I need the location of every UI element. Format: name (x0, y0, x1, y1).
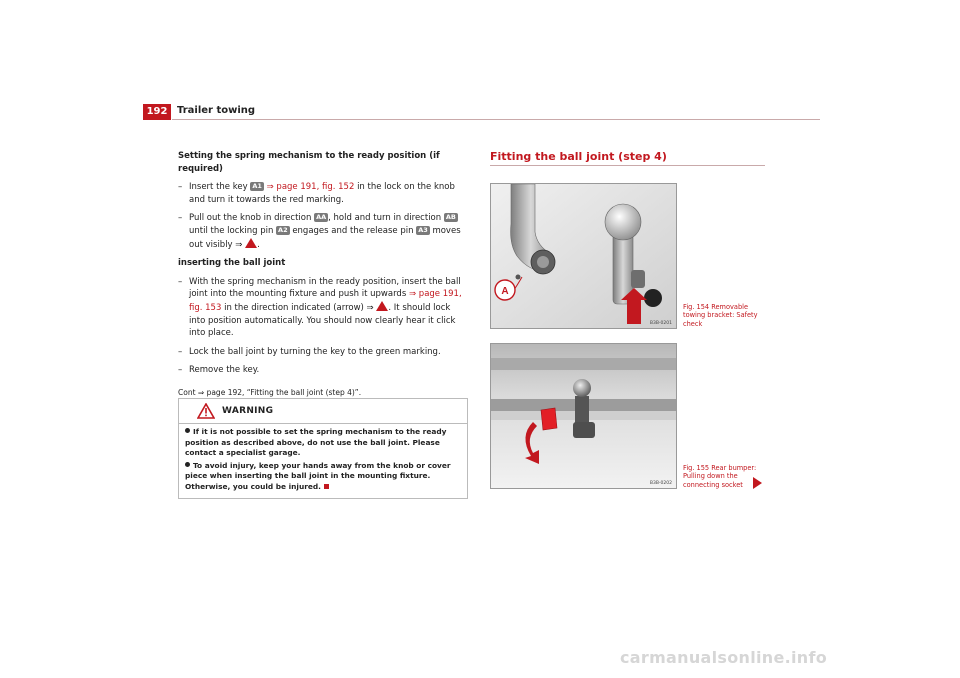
caption-fig-155 (683, 464, 756, 489)
step2-text-c: until the locking pin (189, 225, 274, 236)
step1-text-b: in the lock on the knob and turn it towards the red marking. (189, 182, 455, 205)
step-text: Lock the ball joint by turning the key to the green marking. (189, 346, 441, 357)
step1-text-a: Insert the key (189, 182, 248, 193)
step2-text-e: moves out visibly ⇒ (189, 225, 461, 250)
page-number: 192 (143, 104, 171, 120)
warning-body (179, 424, 467, 493)
figure-code: B3B-0202 (649, 481, 672, 486)
warning-box (178, 398, 468, 499)
caption-line: connecting socket (683, 480, 743, 489)
badge-a3: A3 (418, 225, 428, 234)
step2-text-b: , hold and turn in direction (328, 213, 442, 224)
step3-text-a: With the spring mechanism in the ready position, insert the ball joint into the mounting fixture and push it upwards (189, 276, 461, 300)
figure-155-rear-bumper (490, 343, 677, 489)
watermark: carmanualsonline.info (620, 648, 828, 667)
header-rule (172, 119, 820, 120)
step-dash: – (178, 213, 183, 224)
warning-bullet (185, 427, 461, 459)
link-page-191-fig-153[interactable]: ⇒ page 191, fig. 153 (189, 289, 462, 313)
warning-bullet-text: To avoid injury, keep your hands away from the knob or cover piece when inserting the ball joint in the mounting fixture. Otherwise, you could be injured. (185, 460, 451, 491)
link-page-191-fig-152[interactable]: ⇒ page 191, fig. 152 (266, 182, 355, 193)
caption-line: Fig. 154 Removable (683, 303, 749, 311)
section-title: Trailer towing (177, 105, 256, 116)
rear-bumper-illustration (491, 344, 676, 488)
step-insert-ball-joint (178, 276, 468, 340)
step-text (189, 276, 468, 340)
figure-code: B3B-0201 (649, 321, 672, 326)
right-section-title: Fitting the ball joint (step 4) (490, 150, 667, 163)
warning-bullet (185, 461, 461, 493)
step3-text-b: in the direction indicated (arrow) ⇒ (224, 302, 374, 313)
continuation-link[interactable]: Cont ⇒ page 192, “Fitting the ball joint (step 4)”. (178, 387, 362, 397)
next-page-arrow-icon[interactable] (753, 477, 762, 489)
step2-text-a: Pull out the knob in direction (189, 213, 312, 224)
badge-aa: AA (316, 213, 327, 222)
caption-line: check (683, 319, 703, 328)
bullet-dot-icon (185, 462, 190, 467)
badge-a1: A1 (252, 182, 262, 191)
step-remove-key (178, 364, 468, 377)
badge-a2: A2 (278, 225, 288, 234)
step-pull-knob (178, 212, 468, 251)
warning-header (179, 399, 467, 424)
step-dash: – (178, 365, 183, 376)
figure-154-towing-bracket (490, 183, 677, 329)
badge-ab: AB (445, 213, 456, 222)
figure-label-a: A (501, 286, 509, 297)
warning-title: WARNING (222, 406, 274, 416)
right-section-rule (490, 165, 765, 166)
step2-text-d: engages and the release pin (292, 225, 414, 236)
step-dash: – (178, 182, 183, 193)
step-text (189, 181, 468, 206)
caption-line: Pulling down the (683, 472, 738, 481)
bullet-dot-icon (185, 428, 190, 433)
towing-bracket-illustration (491, 184, 676, 328)
warning-bullet-text: If it is not possible to set the spring mechanism to the ready position as described above, do not use the ball joint. Please contact a specialist garage. (185, 427, 447, 458)
step3-text-c: . It should lock into position automatically. You should now clearly hear it click into place. (189, 302, 456, 339)
caption-fig-154 (683, 303, 758, 328)
step-dash: – (178, 346, 183, 357)
step-lock-ball-joint (178, 346, 468, 359)
warning-icon[interactable] (376, 301, 388, 311)
step-insert-key (178, 181, 468, 206)
end-of-section-icon (324, 484, 329, 489)
step2-text-f: . (257, 239, 260, 250)
page-header (0, 0, 960, 120)
left-column (178, 150, 468, 412)
caption-line: Fig. 155 Rear bumper: (683, 464, 757, 472)
step-dash: – (178, 276, 183, 287)
caption-line: towing bracket: Safety (683, 311, 758, 320)
step-text (189, 212, 468, 251)
heading-spring-mechanism: Setting the spring mechanism to the ready position (if required) (178, 151, 440, 174)
heading-inserting-ball-joint: inserting the ball joint (178, 258, 286, 269)
warning-triangle-icon (197, 403, 215, 419)
warning-icon[interactable] (245, 238, 257, 248)
step-text: Remove the key. (189, 365, 260, 376)
